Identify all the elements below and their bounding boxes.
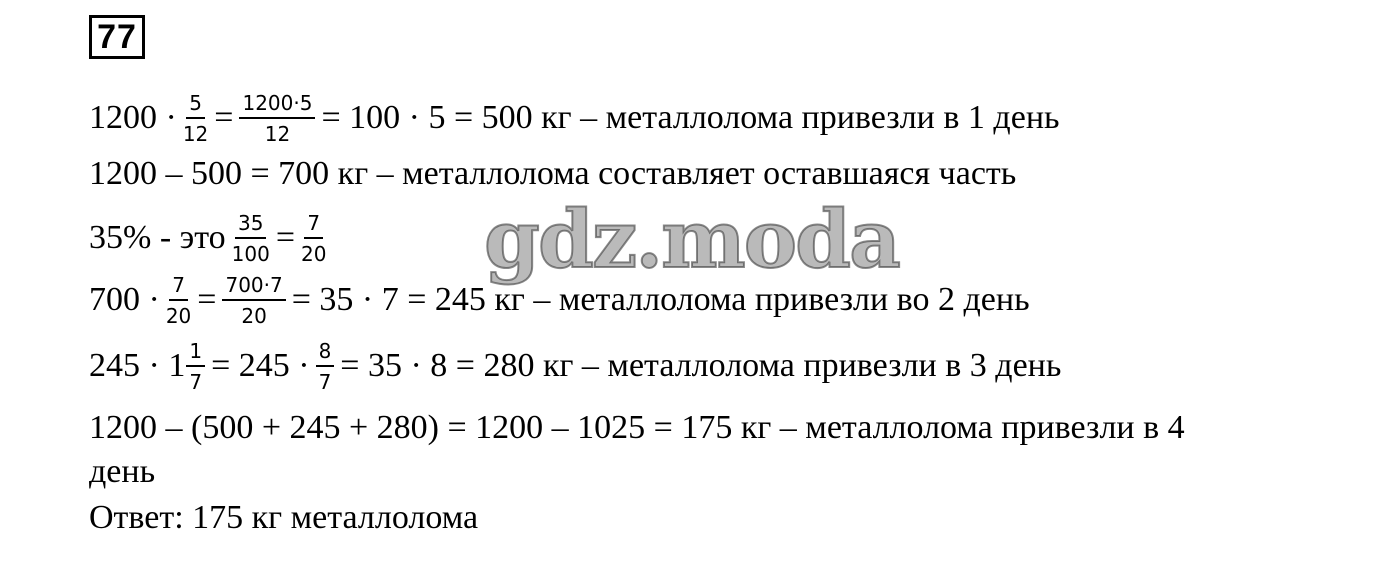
line-5-tail: = 35 · 8 = 280 кг – металлолома привезли в 3 день [340,347,1062,384]
line-4-lead: 700 · [89,281,160,318]
fraction-1-7: $\frac{1}{7}$ [186,339,205,394]
site-watermark: gdz.moda [484,192,899,286]
line-7-text: день [89,453,156,490]
problem-number: 77 [89,15,145,59]
line-5-mid: = 245 · [211,347,310,384]
fraction-1200x5-12: $\frac{1200\cdot 5}{12}$ [239,91,315,146]
solution-line-1 [89,88,1060,148]
fraction-700x7-20: $\frac{700\cdot 7}{20}$ [222,273,285,328]
fraction-5-12: $\frac{5}{12}$ [182,90,209,146]
equals-sign: = [197,281,217,318]
solution-line-5 [89,336,1061,396]
line-5-lead: 245 · 1 [89,347,186,384]
line-1-tail: = 100 · 5 = 500 кг – металлолома привезли в 1 день [321,99,1060,136]
answer-text: Ответ: 175 кг металлолома [89,499,479,536]
line-2-text: 1200 – 500 = 700 кг – металлолома составляет оставшаяся часть [89,155,1017,192]
line-6-text: 1200 – (500 + 245 + 280) = 1200 – 1025 = 175 кг – металлолома привезли в 4 [89,409,1185,446]
solution-line-3 [89,208,332,268]
fraction-8-7: $\frac{8}{7}$ [316,339,335,394]
fraction-7-20: $\frac{7}{20}$ [301,210,327,266]
answer-line [89,488,478,548]
fraction-35-100: $\frac{35}{100}$ [231,210,270,266]
line-3-lead: 35% - это [89,219,226,256]
solution-line-2 [89,144,1016,204]
equals-sign: = [275,219,296,256]
solution-line-4 [89,270,1030,330]
equals-sign: = [214,99,234,136]
line-4-tail: = 35 · 7 = 245 кг – металлолома привезли во 2 день [291,281,1030,318]
fraction-7-20: $\frac{7}{20}$ [165,272,192,328]
solution-line-6 [89,398,1185,458]
line-1-lead: 1200 · [89,99,177,136]
